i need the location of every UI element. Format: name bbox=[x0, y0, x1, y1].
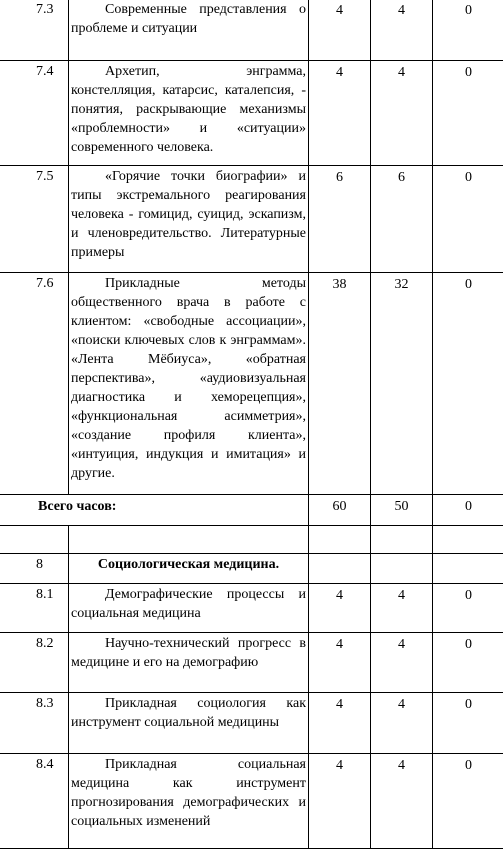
table-row bbox=[0, 633, 503, 693]
table-row bbox=[0, 754, 503, 849]
table-row bbox=[0, 693, 503, 754]
hours-total: 6 bbox=[309, 166, 371, 273]
hours-third: 0 bbox=[433, 633, 503, 693]
hours-third: 0 bbox=[433, 273, 503, 495]
hours-third: 0 bbox=[433, 166, 503, 273]
table-row bbox=[0, 0, 503, 61]
row-number: 8.2 bbox=[0, 633, 69, 693]
hours-third: 0 bbox=[433, 754, 503, 849]
section-title: Социологическая медицина. bbox=[69, 554, 309, 584]
hours-second: 4 bbox=[371, 61, 433, 166]
row-number: 7.3 bbox=[0, 0, 69, 61]
hours-total: 60 bbox=[309, 495, 371, 526]
hours-second: 32 bbox=[371, 273, 433, 495]
empty-cell bbox=[433, 526, 503, 554]
hours-total: 4 bbox=[309, 0, 371, 61]
hours-total: 38 bbox=[309, 273, 371, 495]
hours-third: 0 bbox=[433, 584, 503, 633]
row-number: 7.4 bbox=[0, 61, 69, 166]
table-row bbox=[0, 273, 503, 495]
hours-third: 0 bbox=[433, 495, 503, 526]
hours-third: 0 bbox=[433, 0, 503, 61]
hours-total: 4 bbox=[309, 754, 371, 849]
empty-cell bbox=[69, 526, 309, 554]
topic-cell: Научно-технический прогресс в медицине и его на демографию bbox=[69, 633, 309, 693]
row-number: 8.1 bbox=[0, 584, 69, 633]
hours-second: 6 bbox=[371, 166, 433, 273]
row-number: 8.4 bbox=[0, 754, 69, 849]
empty-row bbox=[0, 526, 503, 554]
hours-third: 0 bbox=[433, 61, 503, 166]
topic-cell: «Горячие точки биографии» и типы экстремального реагирования человека - гомицид, суицид, эскапизм, и членовредительство. Литературные примеры bbox=[69, 166, 309, 273]
topic-cell: Демографические процессы и социальная медицина bbox=[69, 584, 309, 633]
total-row bbox=[0, 495, 503, 526]
empty-cell bbox=[0, 526, 69, 554]
table-row bbox=[0, 166, 503, 273]
topic-cell: Архетип, энграмма, констелляция, катарсис, каталепсия, - понятия, раскрывающие механизмы «проблемности» и «ситуации» современного человека. bbox=[69, 61, 309, 166]
section-number: 8 bbox=[0, 554, 69, 584]
section-row bbox=[0, 554, 503, 584]
empty-cell bbox=[371, 526, 433, 554]
topic-cell: Прикладная социология как инструмент социальной медицины bbox=[69, 693, 309, 754]
table-row bbox=[0, 584, 503, 633]
hours-second: 4 bbox=[371, 754, 433, 849]
empty-cell bbox=[371, 554, 433, 584]
empty-cell bbox=[309, 526, 371, 554]
hours-second: 4 bbox=[371, 633, 433, 693]
hours-second: 4 bbox=[371, 584, 433, 633]
hours-second: 4 bbox=[371, 693, 433, 754]
table-row bbox=[0, 61, 503, 166]
hours-third: 0 bbox=[433, 693, 503, 754]
hours-total: 4 bbox=[309, 61, 371, 166]
empty-cell bbox=[433, 554, 503, 584]
empty-cell bbox=[309, 554, 371, 584]
hours-total: 4 bbox=[309, 584, 371, 633]
topic-cell: Современные представления о проблеме и ситуации bbox=[69, 0, 309, 61]
hours-total: 4 bbox=[309, 633, 371, 693]
hours-total: 4 bbox=[309, 693, 371, 754]
topic-cell: Прикладная социальная медицина как инструмент прогнозирования демографических и социальных изменений bbox=[69, 754, 309, 849]
row-number: 7.5 bbox=[0, 166, 69, 273]
row-number: 7.6 bbox=[0, 273, 69, 495]
hours-second: 4 bbox=[371, 0, 433, 61]
hours-second: 50 bbox=[371, 495, 433, 526]
row-number: 8.3 bbox=[0, 693, 69, 754]
topic-cell: Прикладные методы общественного врача в работе с клиентом: «свободные ассоциации», «поиски ключевых слов к энграммам». «Лента Мёбиуса», «обратная перспектива», «аудиовизуальная диагностика и хеморецепция», «функциональная асимметрия», «создание профиля клиента», «интуиция, индукция и имитация» и другие. bbox=[69, 273, 309, 495]
total-label: Всего часов: bbox=[0, 495, 309, 526]
